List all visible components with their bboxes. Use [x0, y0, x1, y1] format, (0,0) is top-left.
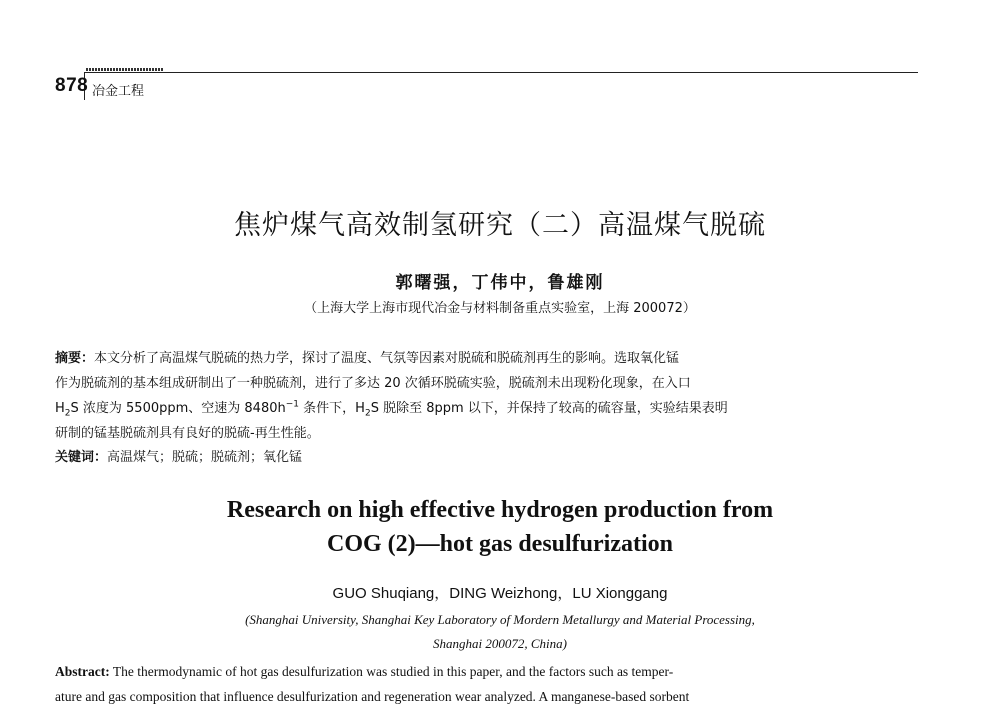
chinese-keywords-label: 关键词： [55, 450, 108, 465]
english-affiliation-line-1: (Shanghai University, Shanghai Key Laboratory of Mordern Metallurgy and Material Processing, [245, 612, 755, 627]
chinese-keywords [55, 446, 925, 465]
chinese-abstract-line-1 [55, 347, 925, 366]
header-rule [84, 72, 918, 73]
line3-part1: S 浓度为 5500ppm、空速为 8480h [70, 401, 286, 416]
line3-part2: 条件下，H [299, 401, 365, 416]
chinese-abstract-line-4: 研制的锰基脱硫剂具有良好的脱硫-再生性能。 [55, 426, 320, 441]
h2s-sub: 2 [64, 408, 71, 419]
line3-part3: S 脱除至 8ppm 以下，并保持了较高的硫容量，实验结果表明 [370, 401, 728, 416]
chinese-abstract-line-3 [55, 397, 925, 419]
chinese-affiliation: （上海大学上海市现代冶金与材料制备重点实验室，上海 200072） [304, 301, 696, 316]
line3-sup: −1 [285, 399, 300, 410]
h2s-h: H [55, 401, 65, 416]
english-abstract-line-1 [55, 664, 935, 680]
header-decoration [86, 68, 164, 71]
english-abstract-text-1: The thermodynamic of hot gas desulfurization was studied in this paper, and the factors such as temper- [109, 664, 674, 679]
chinese-abstract-label: 摘要： [55, 351, 95, 366]
english-affiliation-line-2: Shanghai 200072, China) [433, 636, 567, 651]
english-abstract-label: Abstract: [55, 664, 110, 679]
english-abstract-line-2: ature and gas composition that influence desulfurization and regeneration wear analyzed. A manganese-based sorbent [55, 689, 690, 704]
h2s-sub-2: 2 [364, 408, 371, 419]
english-title-line-2: COG (2)—hot gas desulfurization [326, 531, 673, 557]
chinese-authors: 郭曙强，丁伟中，鲁雄刚 [395, 273, 605, 293]
english-authors: GUO Shuqiang，DING Weizhong，LU Xionggang [332, 585, 668, 602]
chinese-title: 焦炉煤气高效制氢研究（二）高温煤气脱硫 [234, 210, 766, 241]
chinese-keywords-text: 高温煤气；脱硫；脱硫剂；氧化锰 [107, 450, 303, 465]
chinese-abstract-text: 本文分析了高温煤气脱硫的热力学，探讨了温度、气氛等因素对脱硫和脱硫剂再生的影响。选取氧化锰 [94, 351, 680, 366]
journal-name: 冶金工程 [92, 84, 145, 99]
page-number: 878 [55, 75, 89, 96]
chinese-abstract-line-2: 作为脱硫剂的基本组成研制出了一种脱硫剂，进行了多达 20 次循环脱硫实验，脱硫剂未出现粉化现象，在入口 [55, 376, 691, 391]
english-title-line-1: Research on high effective hydrogen production from [226, 497, 774, 523]
